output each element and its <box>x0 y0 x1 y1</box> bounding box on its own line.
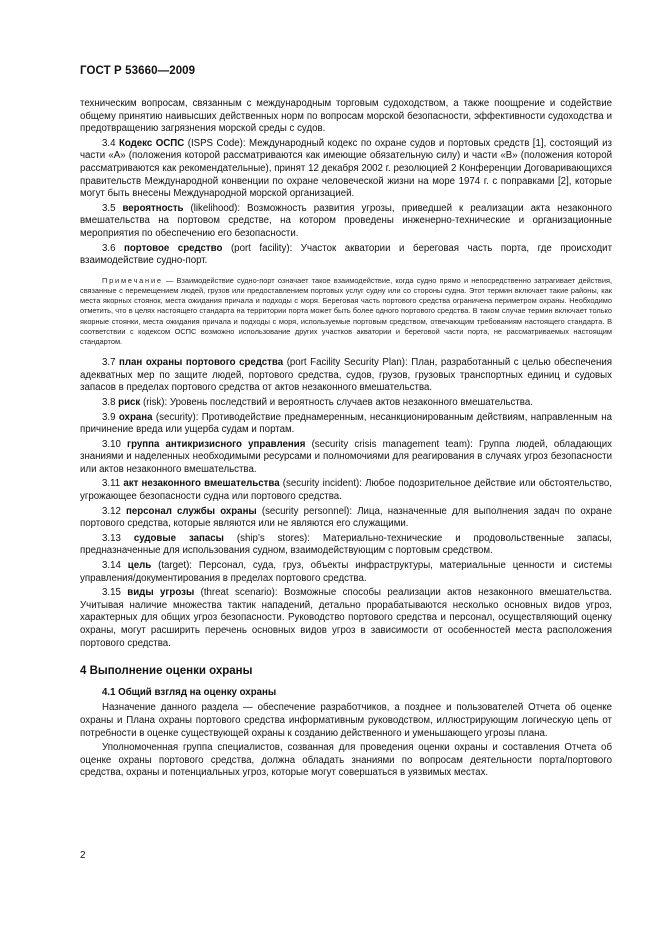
definition-term: персонал службы охраны <box>126 505 257 517</box>
definition-number: 3.11 <box>102 478 121 490</box>
definition-number: 3.12 <box>102 505 121 517</box>
definition-text: (risk): Уровень последствий и вероятность случаев актов незаконного вмешательства. <box>140 396 533 408</box>
definition-term: портовое средство <box>124 242 223 254</box>
definitions-group-1 <box>80 138 612 268</box>
definition-3-13 <box>80 533 612 558</box>
definition-term: цель <box>127 560 152 572</box>
definition-term: группа антикризисного управления <box>127 438 306 450</box>
definition-number: 3.6 <box>102 242 116 254</box>
note-text: — Взаимодействие судно-порт означает такое взаимодействие, когда судно прямо и непосредственно затрагивает действия, связанные с перемещением людей, грузов или предоставлением портовых услуг судну или со стороны судна. Этот термин включает такие районы, как места якорных стоянок, места ожидания причала и подходы с моря. Береговая часть портового средства ограничена периметром охраны. Необходимо отметить, что в целях настоящего стандарта на территории порта может быть более одного портового средства. В таком случае термин включает только якорные стоянки, места ожидания причала и подходы с моря, используемые портовым средством, отвечающим требованиям настоящего стандарта. В соответствии с кодексом ОСПС возможно использование других участков акватории и береговой части порта, не рассматриваемых настоящим стандартом. <box>80 275 612 346</box>
definition-text: (security incident): Любое подозрительное действие или обстоятельство, угрожающее безопасности судна или портового средства. <box>80 478 612 503</box>
definition-3-14 <box>80 560 612 585</box>
definition-number: 3.5 <box>102 202 116 214</box>
definition-term: охрана <box>118 411 153 423</box>
intro-continuation: техническим вопросам, связанным с международным торговым судоходством, а также поощрение и содействие общему принятию наивысших действенных норм по вопросам морской безопасности, эффективности судоходства и предотвращению загрязнения морской среды с судов. <box>80 98 612 135</box>
document-header: ГОСТ Р 53660—2009 <box>80 65 196 77</box>
section-4-paragraph-1: Назначение данного раздела — обеспечение разработчиков, а позднее и пользователей Отчета об оценке охраны и Плана охраны портового средства информативным руководством, иллюстрирующим логическую цепь от потребности в оценке существующей охраны к созданию действенного и уменьшающего угрозы плана. <box>80 702 612 739</box>
definition-number: 3.9 <box>102 411 116 423</box>
subsection-4-1-title: 4.1 Общий взгляд на оценку охраны <box>102 686 277 698</box>
definition-3-6 <box>80 243 612 268</box>
definition-text: (likelihood): Возможность развития угрозы, приведшей к реализации акта незаконного вмешательства на портовом средстве, на котором проведены инженерно-технические и организационные мероприятия по обеспечению его безопасности. <box>80 202 612 239</box>
definition-3-4 <box>80 138 612 201</box>
definition-text: (security): Противодействие преднамеренным, несанкционированным действиям, направленным на причинение вреда или ущерба судам и портам. <box>80 411 612 436</box>
definition-text: (threat scenario): Возможные способы реализации актов незаконного вмешательства. Учитывая наличие множества тактик нападений, детально прорабатываются несколько основных видов угроз, характерных для общих угроз безопасности. Руководство портового средства и персонал, осуществляющий оценку охраны, могут расширить перечень основных видов угроз в зависимости от особенностей места расположения портового средства. <box>80 587 612 649</box>
definition-number: 3.8 <box>102 396 116 408</box>
definitions-group-2 <box>80 357 612 650</box>
definition-text: (target): Персонал, суда, груз, объекты инфраструктуры, материальные ценности и системы управления/документирования в пределах портового средства. <box>80 560 612 584</box>
definition-3-15 <box>80 587 612 650</box>
definition-number: 3.7 <box>102 357 116 369</box>
definition-term: план охраны портового средства <box>119 357 284 369</box>
definition-3-8 <box>80 397 612 410</box>
definition-term: Кодекс ОСПС <box>118 137 185 149</box>
definition-text: (security crisis management team): Группа людей, обладающих знаниями и наделенных необходимыми ресурсами и полномочиями для реагирования в случаях угроз безопасности или актов незаконного вмешательства. <box>80 438 612 475</box>
definition-term: судовые запасы <box>133 532 224 544</box>
definition-3-9 <box>80 412 612 437</box>
definition-3-12 <box>80 506 612 531</box>
page-number: 2 <box>80 850 86 861</box>
definition-3-5 <box>80 203 612 241</box>
definition-text: (port Facility Security Plan): План, разработанный с целью обеспечения адекватных мер по защите людей, портового средства, судов, грузов, грузовых транспортных единиц и судовых запасов в пределах портового средства от актов незаконного вмешательства. <box>80 357 612 394</box>
definition-number: 3.10 <box>102 438 121 450</box>
definition-term: виды угрозы <box>127 587 195 599</box>
section-4-title: 4 Выполнение оценки охраны <box>80 665 253 678</box>
definition-term: акт незаконного вмешательства <box>123 478 280 490</box>
section-4-paragraph-2: Уполномоченная группа специалистов, созванная для проведения оценки охраны и составления Отчета об оценке охраны портового средства, должна обладать знаниями по вопросам деятельности порта/портового средства, охраны и потенциальных угроз, которые могут совершаться в уязвимых местах. <box>80 742 612 779</box>
definition-text: (security personnel): Лица, назначенные для выполнения задач по охране портового средства, которые являются или не являются его служащими. <box>80 505 612 530</box>
definition-term: риск <box>118 396 141 408</box>
definition-number: 3.15 <box>102 587 121 599</box>
definition-term: вероятность <box>122 202 184 214</box>
definition-3-11 <box>80 478 612 503</box>
definition-text: (ship’s stores): Материально-технические и продовольственные запасы, предназначенные для использования судном, взаимодействующим с портовым средством. <box>80 532 612 557</box>
note-paragraph <box>80 276 612 347</box>
definition-number: 3.13 <box>102 532 121 544</box>
note-label: Примечание <box>102 275 163 285</box>
definition-text: (ISPS Code): Международный кодекс по охране судов и портовых средств [1], состоящий из части «А» (положения которой рассматриваются как имеющие обязательную силу) и части «В» (положения которой рассматриваются как рекомендательные), принят 12 декабря 2002 г. резолюцией 2 Конференции Договаривающихся правительств Международной конвенции по охране человеческой жизни на море 1974 г. с поправками [2], которые могут быть внесены Международной морской организацией. <box>80 137 612 200</box>
definition-number: 3.4 <box>102 137 116 149</box>
definition-3-10 <box>80 439 612 477</box>
document-body <box>80 98 612 780</box>
definition-text: (port facility): Участок акватории и береговая часть порта, где происходит взаимодействие судно-порт. <box>80 242 613 267</box>
definition-number: 3.14 <box>102 560 121 572</box>
definition-3-7 <box>80 357 612 395</box>
